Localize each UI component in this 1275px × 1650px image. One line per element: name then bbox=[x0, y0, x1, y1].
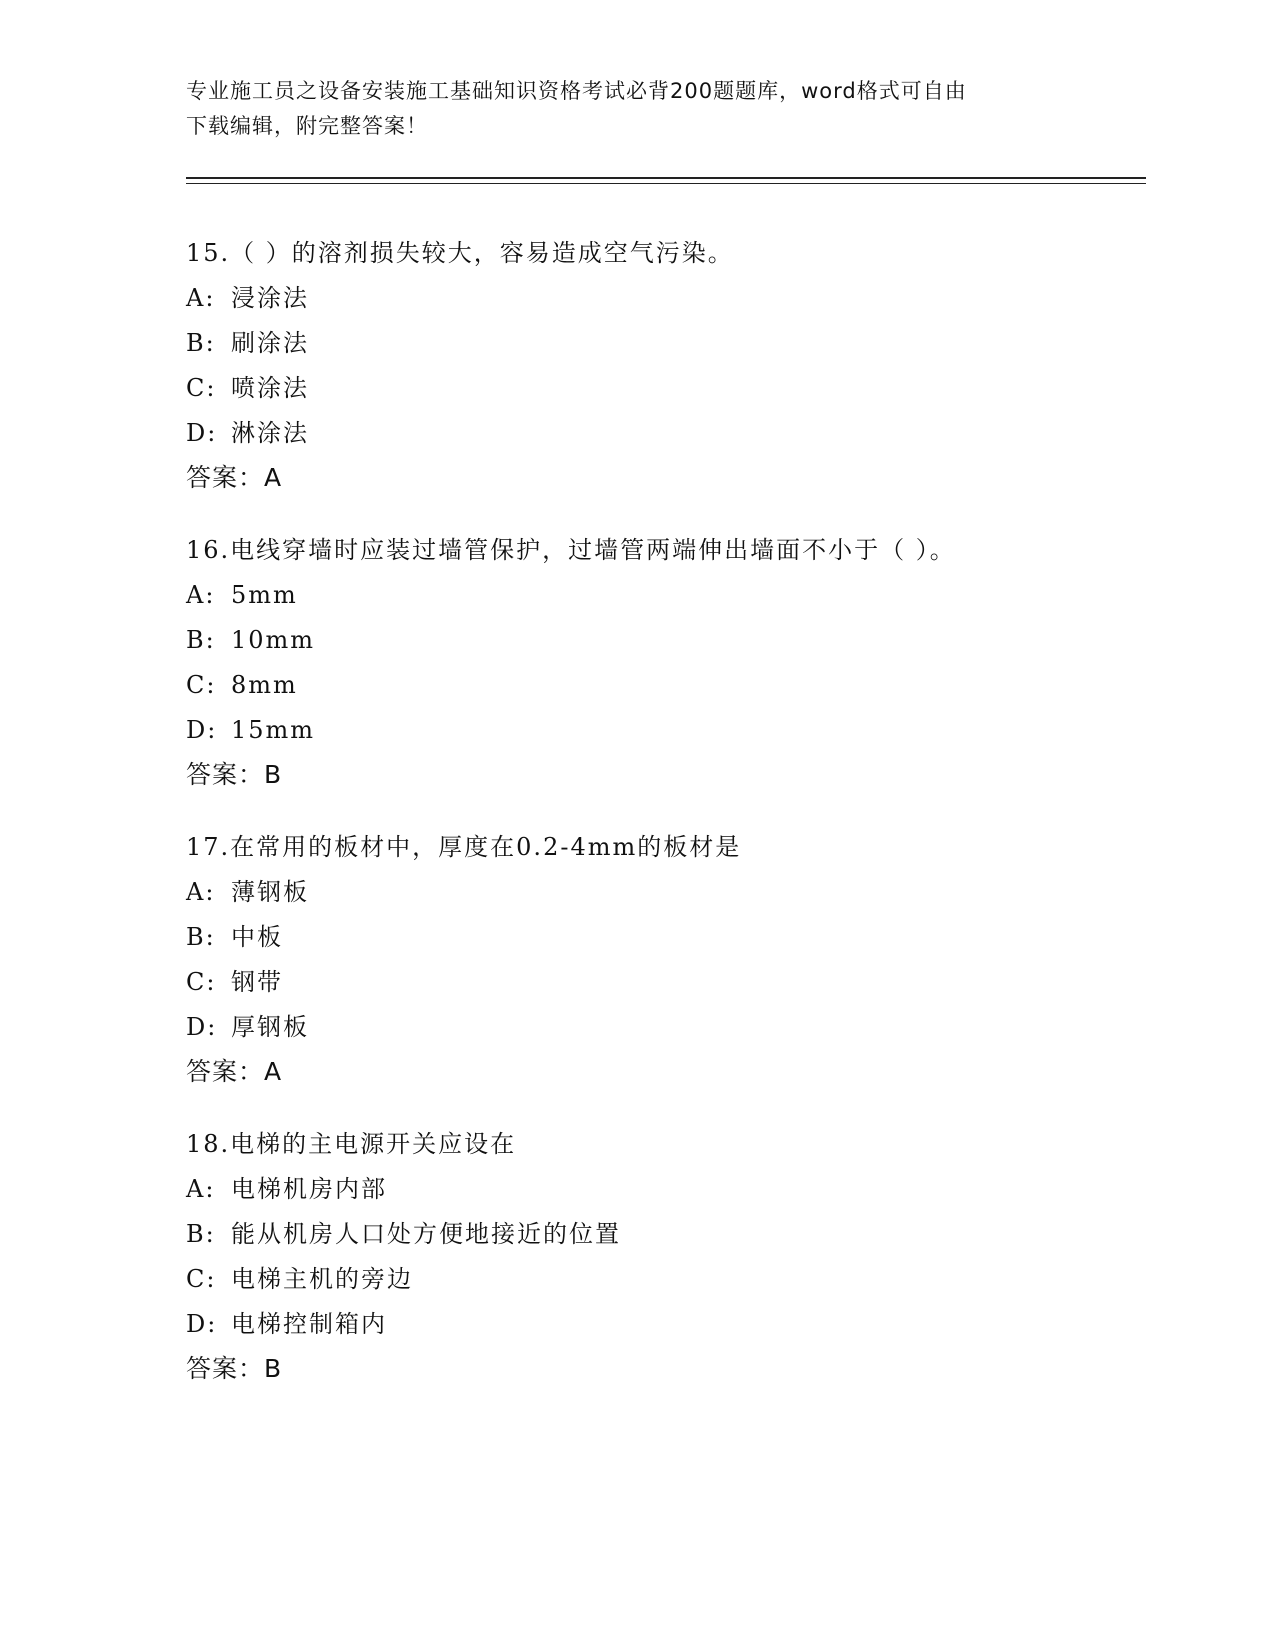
option-letter: A: bbox=[186, 1175, 216, 1203]
option-c bbox=[186, 371, 1146, 405]
option-d bbox=[186, 1307, 1146, 1341]
option-text: 能从机房人口处方便地接近的位置 bbox=[231, 1220, 621, 1248]
option-text: 薄钢板 bbox=[231, 878, 309, 906]
question-18 bbox=[186, 1127, 1146, 1386]
option-letter: A: bbox=[186, 581, 216, 609]
header-line-2: 下载编辑，附完整答案！ bbox=[186, 114, 428, 138]
option-text: 淋涂法 bbox=[231, 419, 309, 447]
question-15 bbox=[186, 236, 1146, 495]
option-letter: C: bbox=[186, 968, 217, 996]
option-c bbox=[186, 965, 1146, 999]
document-header bbox=[186, 74, 1066, 144]
option-text: 10mm bbox=[231, 626, 316, 654]
option-a bbox=[186, 875, 1146, 909]
option-text: 浸涂法 bbox=[231, 284, 309, 312]
question-stem: 18.电梯的主电源开关应设在 bbox=[186, 1130, 517, 1158]
option-text: 刷涂法 bbox=[231, 329, 309, 357]
option-a bbox=[186, 578, 1146, 612]
option-d bbox=[186, 416, 1146, 450]
option-text: 钢带 bbox=[231, 968, 283, 996]
option-letter: D: bbox=[186, 716, 218, 744]
option-text: 电梯主机的旁边 bbox=[231, 1265, 413, 1293]
option-text: 电梯机房内部 bbox=[231, 1175, 387, 1203]
header-divider-thin bbox=[186, 183, 1146, 184]
option-letter: A: bbox=[186, 878, 216, 906]
option-letter: B: bbox=[186, 923, 216, 951]
option-letter: B: bbox=[186, 626, 216, 654]
option-text: 喷涂法 bbox=[231, 374, 309, 402]
question-stem: 15.（ ）的溶剂损失较大，容易造成空气污染。 bbox=[186, 239, 734, 267]
header-line-1: 专业施工员之设备安装施工基础知识资格考试必背200题题库，word格式可自由 bbox=[186, 79, 967, 103]
option-text: 5mm bbox=[231, 581, 298, 609]
option-b bbox=[186, 920, 1146, 954]
answer-line: 答案：A bbox=[186, 1057, 283, 1086]
question-16 bbox=[186, 533, 1146, 792]
option-letter: C: bbox=[186, 671, 217, 699]
option-letter: D: bbox=[186, 1310, 218, 1338]
option-b bbox=[186, 623, 1146, 657]
option-b bbox=[186, 326, 1146, 360]
question-stem: 16.电线穿墙时应装过墙管保护，过墙管两端伸出墙面不小于（ ）。 bbox=[186, 536, 956, 564]
answer-line: 答案：B bbox=[186, 760, 283, 789]
option-text: 厚钢板 bbox=[231, 1013, 309, 1041]
question-17 bbox=[186, 830, 1146, 1089]
option-letter: C: bbox=[186, 1265, 217, 1293]
answer-line: 答案：A bbox=[186, 463, 283, 492]
option-text: 8mm bbox=[231, 671, 298, 699]
option-c bbox=[186, 1262, 1146, 1296]
option-b bbox=[186, 1217, 1146, 1251]
option-d bbox=[186, 713, 1146, 747]
option-letter: B: bbox=[186, 1220, 216, 1248]
header-divider-thick bbox=[186, 177, 1146, 179]
option-text: 中板 bbox=[231, 923, 283, 951]
answer-line: 答案：B bbox=[186, 1354, 283, 1383]
option-text: 15mm bbox=[231, 716, 316, 744]
question-stem: 17.在常用的板材中，厚度在0.2-4mm的板材是 bbox=[186, 833, 742, 861]
option-text: 电梯控制箱内 bbox=[231, 1310, 387, 1338]
option-letter: C: bbox=[186, 374, 217, 402]
option-d bbox=[186, 1010, 1146, 1044]
option-letter: D: bbox=[186, 419, 218, 447]
option-a bbox=[186, 1172, 1146, 1206]
option-a bbox=[186, 281, 1146, 315]
question-list bbox=[186, 236, 1146, 1424]
option-letter: D: bbox=[186, 1013, 218, 1041]
option-c bbox=[186, 668, 1146, 702]
option-letter: B: bbox=[186, 329, 216, 357]
option-letter: A: bbox=[186, 284, 216, 312]
